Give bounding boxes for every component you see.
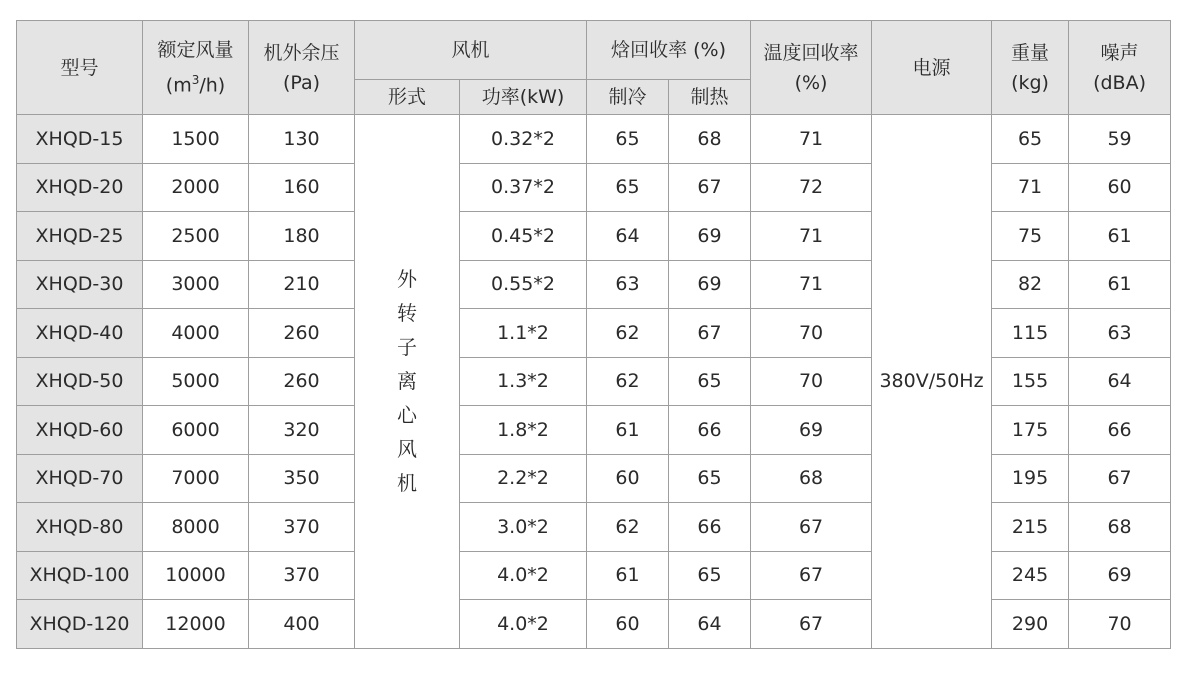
cell-pressure: 400 [249,600,355,649]
cell-weight: 65 [992,115,1069,164]
cell-airflow: 8000 [143,503,249,552]
cell-fan-power: 1.1*2 [460,309,587,358]
cell-weight: 245 [992,551,1069,600]
cell-fan-type [355,115,460,649]
cell-enthalpy-heating: 67 [669,163,751,212]
cell-model: XHQD-80 [17,503,143,552]
cell-enthalpy-cooling: 61 [587,406,669,455]
cell-enthalpy-cooling: 63 [587,260,669,309]
cell-enthalpy-heating: 65 [669,357,751,406]
cell-fan-power: 3.0*2 [460,503,587,552]
cell-airflow: 4000 [143,309,249,358]
cell-enthalpy-cooling: 65 [587,163,669,212]
cell-fan-power: 4.0*2 [460,600,587,649]
header-pressure-title: 机外余压 [263,41,340,64]
cell-enthalpy-heating: 66 [669,503,751,552]
cell-pressure: 180 [249,212,355,261]
header-enthalpy-group-label: 焓回收率 (%) [611,39,726,61]
header-pressure-unit: (Pa) [282,71,321,94]
header-weight [992,21,1069,115]
header-fan-group-label: 风机 [451,39,490,61]
cell-noise: 67 [1069,454,1171,503]
cell-noise: 59 [1069,115,1171,164]
cell-model: XHQD-100 [17,551,143,600]
cell-enthalpy-cooling: 61 [587,551,669,600]
cell-temperature-recovery: 67 [751,551,872,600]
cell-fan-power: 4.0*2 [460,551,587,600]
cell-fan-power: 2.2*2 [460,454,587,503]
cell-fan-power: 0.45*2 [460,212,587,261]
cell-model: XHQD-30 [17,260,143,309]
cell-enthalpy-cooling: 64 [587,212,669,261]
cell-airflow: 1500 [143,115,249,164]
cell-airflow: 3000 [143,260,249,309]
cell-weight: 175 [992,406,1069,455]
cell-weight: 290 [992,600,1069,649]
cell-pressure: 320 [249,406,355,455]
cell-power-source: 380V/50Hz [872,115,992,649]
cell-pressure: 350 [249,454,355,503]
cell-temperature-recovery: 70 [751,309,872,358]
header-airflow [143,21,249,115]
cell-model: XHQD-40 [17,309,143,358]
table-row [17,600,1171,649]
table-row [17,503,1171,552]
cell-weight: 215 [992,503,1069,552]
cell-enthalpy-cooling: 62 [587,309,669,358]
cell-pressure: 210 [249,260,355,309]
header-power-source-label: 电源 [912,56,951,79]
cell-enthalpy-heating: 65 [669,454,751,503]
cell-weight: 82 [992,260,1069,309]
cell-weight: 71 [992,163,1069,212]
cell-temperature-recovery: 72 [751,163,872,212]
cell-temperature-recovery: 67 [751,600,872,649]
header-fan-type: 形式 [355,80,460,115]
cell-weight: 155 [992,357,1069,406]
cell-airflow: 12000 [143,600,249,649]
cell-pressure: 370 [249,503,355,552]
cell-pressure: 130 [249,115,355,164]
cell-airflow: 2000 [143,163,249,212]
header-pressure [249,21,355,115]
cell-noise: 70 [1069,600,1171,649]
cell-noise: 69 [1069,551,1171,600]
table-row [17,260,1171,309]
cell-weight: 195 [992,454,1069,503]
cell-fan-power: 0.55*2 [460,260,587,309]
cell-model: XHQD-120 [17,600,143,649]
cell-weight: 115 [992,309,1069,358]
cell-temperature-recovery: 68 [751,454,872,503]
cell-pressure: 260 [249,309,355,358]
table-row [17,454,1171,503]
cell-enthalpy-cooling: 62 [587,503,669,552]
cell-enthalpy-heating: 65 [669,551,751,600]
header-model [17,21,143,115]
header-fan-power: 功率(kW) [460,80,587,115]
header-power-source [872,21,992,115]
table-row [17,551,1171,600]
cell-model: XHQD-50 [17,357,143,406]
header-enthalpy-heating: 制热 [669,80,751,115]
cell-enthalpy-heating: 68 [669,115,751,164]
cell-pressure: 260 [249,357,355,406]
cell-temperature-recovery: 70 [751,357,872,406]
cell-pressure: 160 [249,163,355,212]
cell-model: XHQD-15 [17,115,143,164]
cell-airflow: 10000 [143,551,249,600]
cell-enthalpy-heating: 66 [669,406,751,455]
cell-airflow: 2500 [143,212,249,261]
cell-noise: 61 [1069,260,1171,309]
cell-airflow: 7000 [143,454,249,503]
cell-model: XHQD-60 [17,406,143,455]
cell-enthalpy-heating: 69 [669,212,751,261]
header-enthalpy-group [587,21,751,80]
cell-fan-power: 1.3*2 [460,357,587,406]
cell-noise: 66 [1069,406,1171,455]
cell-noise: 64 [1069,357,1171,406]
header-temperature-unit: (%) [794,71,828,94]
fan-type-text: 外转子离心风机 [397,267,417,496]
header-airflow-title: 额定风量 [157,38,234,61]
header-temperature-title: 温度回收率 [763,41,859,64]
spec-table [16,20,1171,649]
table-row [17,115,1171,164]
cell-fan-power: 0.32*2 [460,115,587,164]
header-weight-title: 重量 [1011,41,1050,64]
cell-enthalpy-cooling: 65 [587,115,669,164]
cell-pressure: 370 [249,551,355,600]
cell-enthalpy-cooling: 62 [587,357,669,406]
header-fan-group [355,21,587,80]
cell-enthalpy-heating: 67 [669,309,751,358]
cell-model: XHQD-20 [17,163,143,212]
header-noise-title: 噪声 [1100,41,1139,64]
cell-model: XHQD-70 [17,454,143,503]
header-noise-unit: (dBA) [1093,71,1146,94]
cell-noise: 60 [1069,163,1171,212]
table-row [17,309,1171,358]
header-temperature [751,21,872,115]
header-enthalpy-cooling: 制冷 [587,80,669,115]
cell-model: XHQD-25 [17,212,143,261]
cell-fan-power: 1.8*2 [460,406,587,455]
header-airflow-unit: $(m^3/h)$ [165,72,226,97]
table-row [17,212,1171,261]
cell-enthalpy-cooling: 60 [587,454,669,503]
cell-enthalpy-cooling: 60 [587,600,669,649]
cell-temperature-recovery: 67 [751,503,872,552]
cell-temperature-recovery: 71 [751,115,872,164]
cell-airflow: 5000 [143,357,249,406]
cell-temperature-recovery: 71 [751,260,872,309]
cell-temperature-recovery: 69 [751,406,872,455]
cell-noise: 63 [1069,309,1171,358]
cell-temperature-recovery: 71 [751,212,872,261]
cell-noise: 68 [1069,503,1171,552]
cell-noise: 61 [1069,212,1171,261]
table-row [17,163,1171,212]
header-weight-unit: (kg) [1011,71,1049,94]
table-row [17,406,1171,455]
header-model-label: 型号 [60,56,99,79]
cell-fan-power: 0.37*2 [460,163,587,212]
cell-enthalpy-heating: 64 [669,600,751,649]
table-body [17,115,1171,649]
cell-weight: 75 [992,212,1069,261]
header-row-top [17,21,1171,80]
cell-enthalpy-heating: 69 [669,260,751,309]
table-row [17,357,1171,406]
header-noise [1069,21,1171,115]
table-header [17,21,1171,115]
cell-airflow: 6000 [143,406,249,455]
